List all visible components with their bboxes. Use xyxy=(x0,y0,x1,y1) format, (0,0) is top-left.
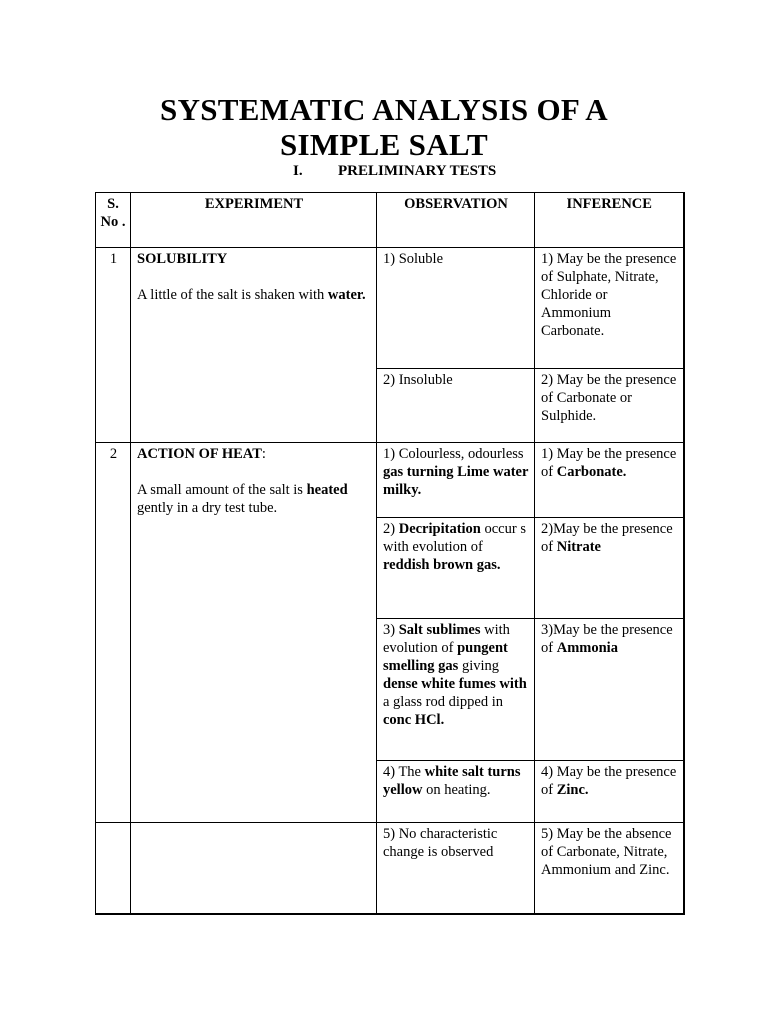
row1-exp-desc-text: A little of the salt is shaken with xyxy=(137,287,328,303)
row2-obs2-bold1: Decripitation xyxy=(398,521,481,537)
row3-inference: 5) May be the absence of Carbonate, Nitrate, Ammonium and Zinc. xyxy=(535,823,684,914)
analysis-table xyxy=(95,192,685,915)
table-row xyxy=(96,823,684,914)
row2-obs3-pre: 3) xyxy=(383,622,399,638)
row2-obs1-pre: 1) Colourless, odourless xyxy=(383,446,524,462)
row2-inference-1 xyxy=(535,443,684,518)
row2-obs3-bold1: Salt sublimes xyxy=(398,622,481,638)
header-inference: INFERENCE xyxy=(535,193,684,248)
row1-exp-title: SOLUBILITY xyxy=(137,251,228,267)
header-observation: OBSERVATION xyxy=(377,193,535,248)
document-title xyxy=(0,92,768,162)
row2-observation-4 xyxy=(377,761,535,823)
row2-exp-title-wrap xyxy=(137,445,371,463)
title-line-2: SIMPLE SALT xyxy=(279,127,489,162)
row2-observation-3 xyxy=(377,619,535,761)
row2-inf4-pre: 4) May be the presence of xyxy=(541,764,677,798)
row2-obs3-bold2: pungent smelling gas xyxy=(383,640,508,674)
row2-exp-desc-bold: heated xyxy=(306,482,348,498)
row2-observation-1 xyxy=(377,443,535,518)
row1-inference-1: 1) May be the presence of Sulphate, Nitrate, Chloride or Ammonium Carbonate. xyxy=(535,248,684,369)
row2-obs1-bold: gas turning Lime water milky. xyxy=(383,464,529,498)
row3-observation: 5) No characteristic change is observed xyxy=(377,823,535,914)
row2-inf3-pre: 3)May be the presence of xyxy=(541,622,673,656)
row2-inf2-pre: 2)May be the presence of xyxy=(541,521,673,555)
row1-inference-2: 2) May be the presence of Carbonate or Sulphide. xyxy=(535,369,684,443)
section-number: I. xyxy=(293,163,303,179)
row1-observation-1: 1) Soluble xyxy=(377,248,535,369)
row2-obs4-post: on heating. xyxy=(422,782,491,798)
row2-exp-title: ACTION OF HEAT xyxy=(137,446,262,462)
row2-obs3-bold3: dense white fumes with xyxy=(383,676,527,692)
row2-inference-3 xyxy=(535,619,684,761)
row2-inf2-bold: Nitrate xyxy=(556,539,601,555)
row2-obs3-mid2: giving xyxy=(458,658,500,674)
row2-obs4-bold: white salt turns yellow xyxy=(383,764,521,798)
row2-exp-desc-post: gently in a dry test tube. xyxy=(137,500,278,516)
row2-sno: 2 xyxy=(96,443,131,823)
row2-obs3-mid3: a glass rod dipped in xyxy=(383,694,504,710)
row2-exp-title-suffix: : xyxy=(261,446,266,462)
table-row xyxy=(96,443,684,518)
row2-exp-desc xyxy=(137,481,371,517)
row2-inf3-bold: Ammonia xyxy=(556,640,618,656)
row1-exp-desc-bold: water. xyxy=(327,287,366,303)
row1-exp-desc xyxy=(137,286,371,304)
row1-observation-2: 2) Insoluble xyxy=(377,369,535,443)
row2-inference-4 xyxy=(535,761,684,823)
header-sno: S. No . xyxy=(96,193,131,248)
row3-experiment xyxy=(131,823,377,914)
row2-obs2-bold2: reddish brown gas. xyxy=(383,557,501,573)
row2-inference-2 xyxy=(535,518,684,619)
row2-inf1-bold: Carbonate. xyxy=(556,464,627,480)
row2-exp-desc-pre: A small amount of the salt is xyxy=(137,482,307,498)
table-row xyxy=(96,248,684,369)
row2-inf4-bold: Zinc. xyxy=(556,782,589,798)
row1-experiment xyxy=(131,248,377,443)
section-title: PRELIMINARY TESTS xyxy=(338,163,497,179)
header-experiment: EXPERIMENT xyxy=(131,193,377,248)
row2-obs3-mid1: with evolution of xyxy=(383,622,510,656)
row1-sno: 1 xyxy=(96,248,131,443)
table-header-row xyxy=(96,193,684,248)
row2-obs4-pre: 4) The xyxy=(383,764,425,780)
row3-sno xyxy=(96,823,131,914)
row2-obs2-pre: 2) xyxy=(383,521,399,537)
row2-obs3-bold4: conc HCl. xyxy=(383,712,445,728)
row2-experiment xyxy=(131,443,377,823)
row2-inf1-pre: 1) May be the presence of xyxy=(541,446,677,480)
row2-observation-2 xyxy=(377,518,535,619)
title-line-1: SYSTEMATIC ANALYSIS OF A xyxy=(160,92,608,127)
row2-obs2-mid: occur s with evolution of xyxy=(383,521,526,555)
